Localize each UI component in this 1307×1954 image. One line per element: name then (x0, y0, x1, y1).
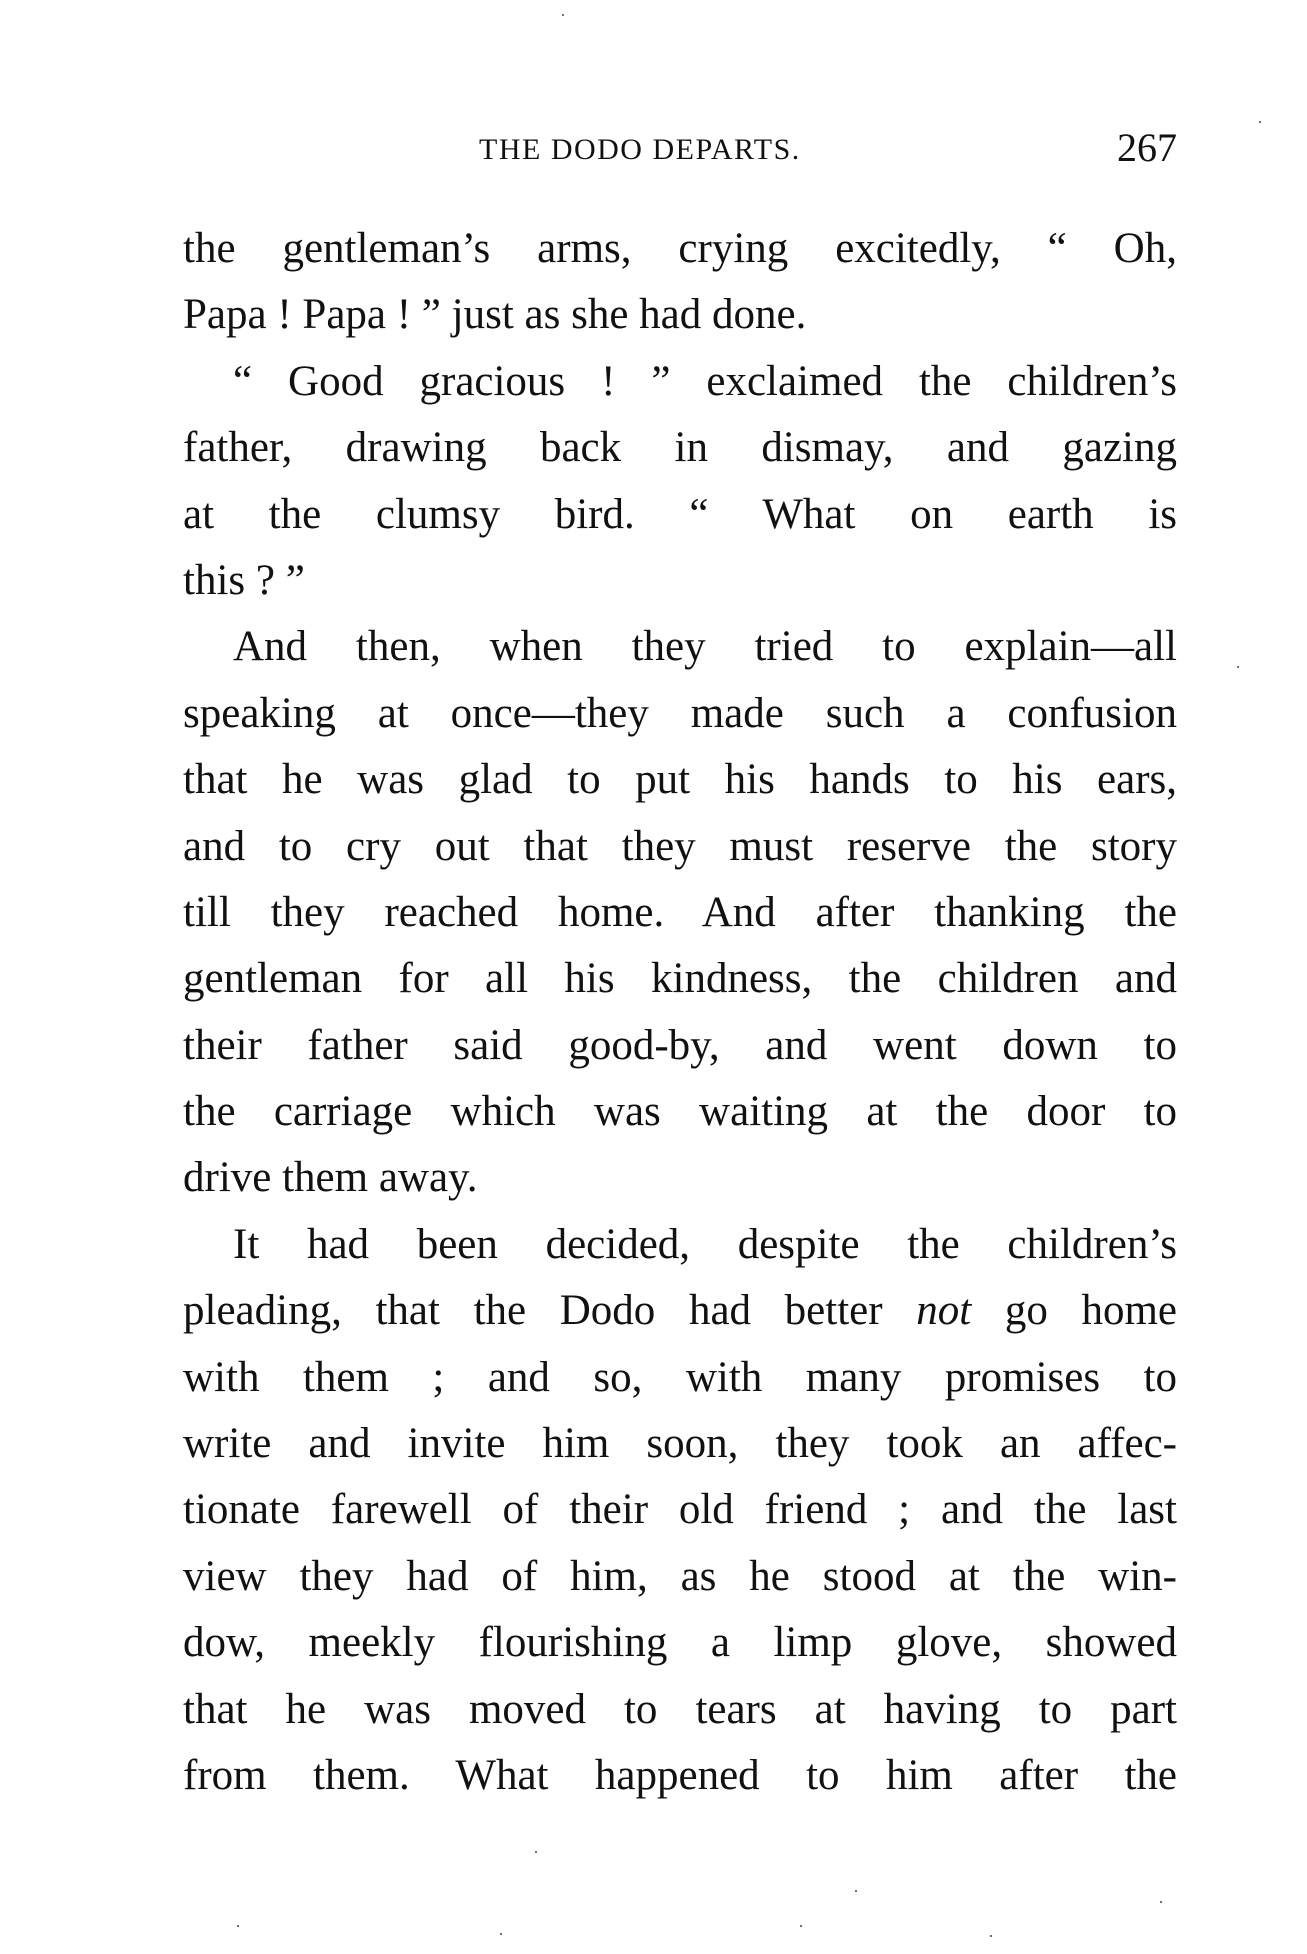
text-run: Papa ! Papa ! ” just as she had done. (183, 291, 807, 339)
scan-speck (1259, 121, 1261, 123)
text-line (183, 482, 1177, 548)
paragraph (183, 349, 1177, 615)
text-run: father, drawing back in dismay, and gazing (183, 424, 1177, 472)
scan-speck (562, 14, 564, 16)
text-line (183, 747, 1177, 813)
text-line (183, 1411, 1177, 1477)
text-run: their father said good-by, and went down to (183, 1021, 1177, 1069)
text-line (183, 282, 1177, 348)
text-run: “ Good gracious ! ” exclaimed the children’s (233, 357, 1177, 405)
text-line (183, 681, 1177, 747)
text-line (183, 1145, 1177, 1211)
text-run: dow, meekly flourishing a limp glove, showed (183, 1619, 1177, 1667)
paragraph (183, 614, 1177, 1212)
scan-speck (535, 1851, 537, 1853)
text-run: with them ; and so, with many promises to (183, 1353, 1177, 1401)
scan-speck (990, 1935, 992, 1937)
text-line (183, 415, 1177, 481)
text-line (183, 814, 1177, 880)
text-run: pleading, that the Dodo had better (183, 1287, 917, 1335)
text-run: the carriage which was waiting at the door to (183, 1088, 1177, 1136)
paragraph (183, 216, 1177, 349)
text-line (183, 1345, 1177, 1411)
text-line (183, 1677, 1177, 1743)
scan-speck (800, 1925, 802, 1927)
text-line (183, 880, 1177, 946)
text-run: It had been decided, despite the children’s (233, 1220, 1177, 1268)
text-line (183, 1013, 1177, 1079)
text-line (183, 1278, 1177, 1344)
body-text (183, 216, 1177, 1809)
text-run: write and invite him soon, they took an affec- (183, 1420, 1177, 1468)
text-run: at the clumsy bird. “ What on earth is (183, 490, 1177, 538)
text-line (183, 1079, 1177, 1145)
paragraph (183, 1212, 1177, 1810)
text-run: tionate farewell of their old friend ; and the last (183, 1486, 1177, 1534)
text-run: the gentleman’s arms, crying excitedly, “ Oh, (183, 225, 1177, 272)
page-number: 267 (1117, 125, 1177, 170)
chapter-title: THE DODO DEPARTS. (479, 133, 801, 166)
running-head (183, 125, 1177, 172)
text-run: view they had of him, as he stood at the win- (183, 1552, 1177, 1600)
text-run: And then, when they tried to explain—all (233, 623, 1177, 671)
text-run: that he was glad to put his hands to his ears, (183, 756, 1177, 804)
text-run: gentleman for all his kindness, the children and (183, 955, 1177, 1003)
text-line (183, 1743, 1177, 1809)
text-run: go home (971, 1287, 1177, 1335)
text-line (183, 1212, 1177, 1278)
text-line (183, 548, 1177, 614)
text-line (183, 614, 1177, 680)
scan-speck (1160, 1901, 1162, 1903)
scan-speck (237, 1925, 239, 1927)
text-run: drive them away. (183, 1154, 478, 1202)
text-run: this ? ” (183, 556, 305, 604)
emphasis-text: not (916, 1287, 972, 1335)
text-line (183, 946, 1177, 1012)
text-line (183, 1477, 1177, 1543)
text-run: speaking at once—they made such a confusion (183, 689, 1177, 737)
scan-speck (500, 1933, 502, 1935)
scan-speck (855, 1890, 857, 1892)
text-run: till they reached home. And after thanking the (183, 888, 1177, 936)
text-line (183, 349, 1177, 415)
text-run: from them. What happened to him after the (183, 1751, 1177, 1799)
text-run: that he was moved to tears at having to part (183, 1685, 1177, 1733)
text-line (183, 1544, 1177, 1610)
text-line (183, 216, 1177, 282)
text-line (183, 1610, 1177, 1676)
text-run: and to cry out that they must reserve the story (183, 822, 1177, 870)
scan-speck (1237, 666, 1239, 668)
